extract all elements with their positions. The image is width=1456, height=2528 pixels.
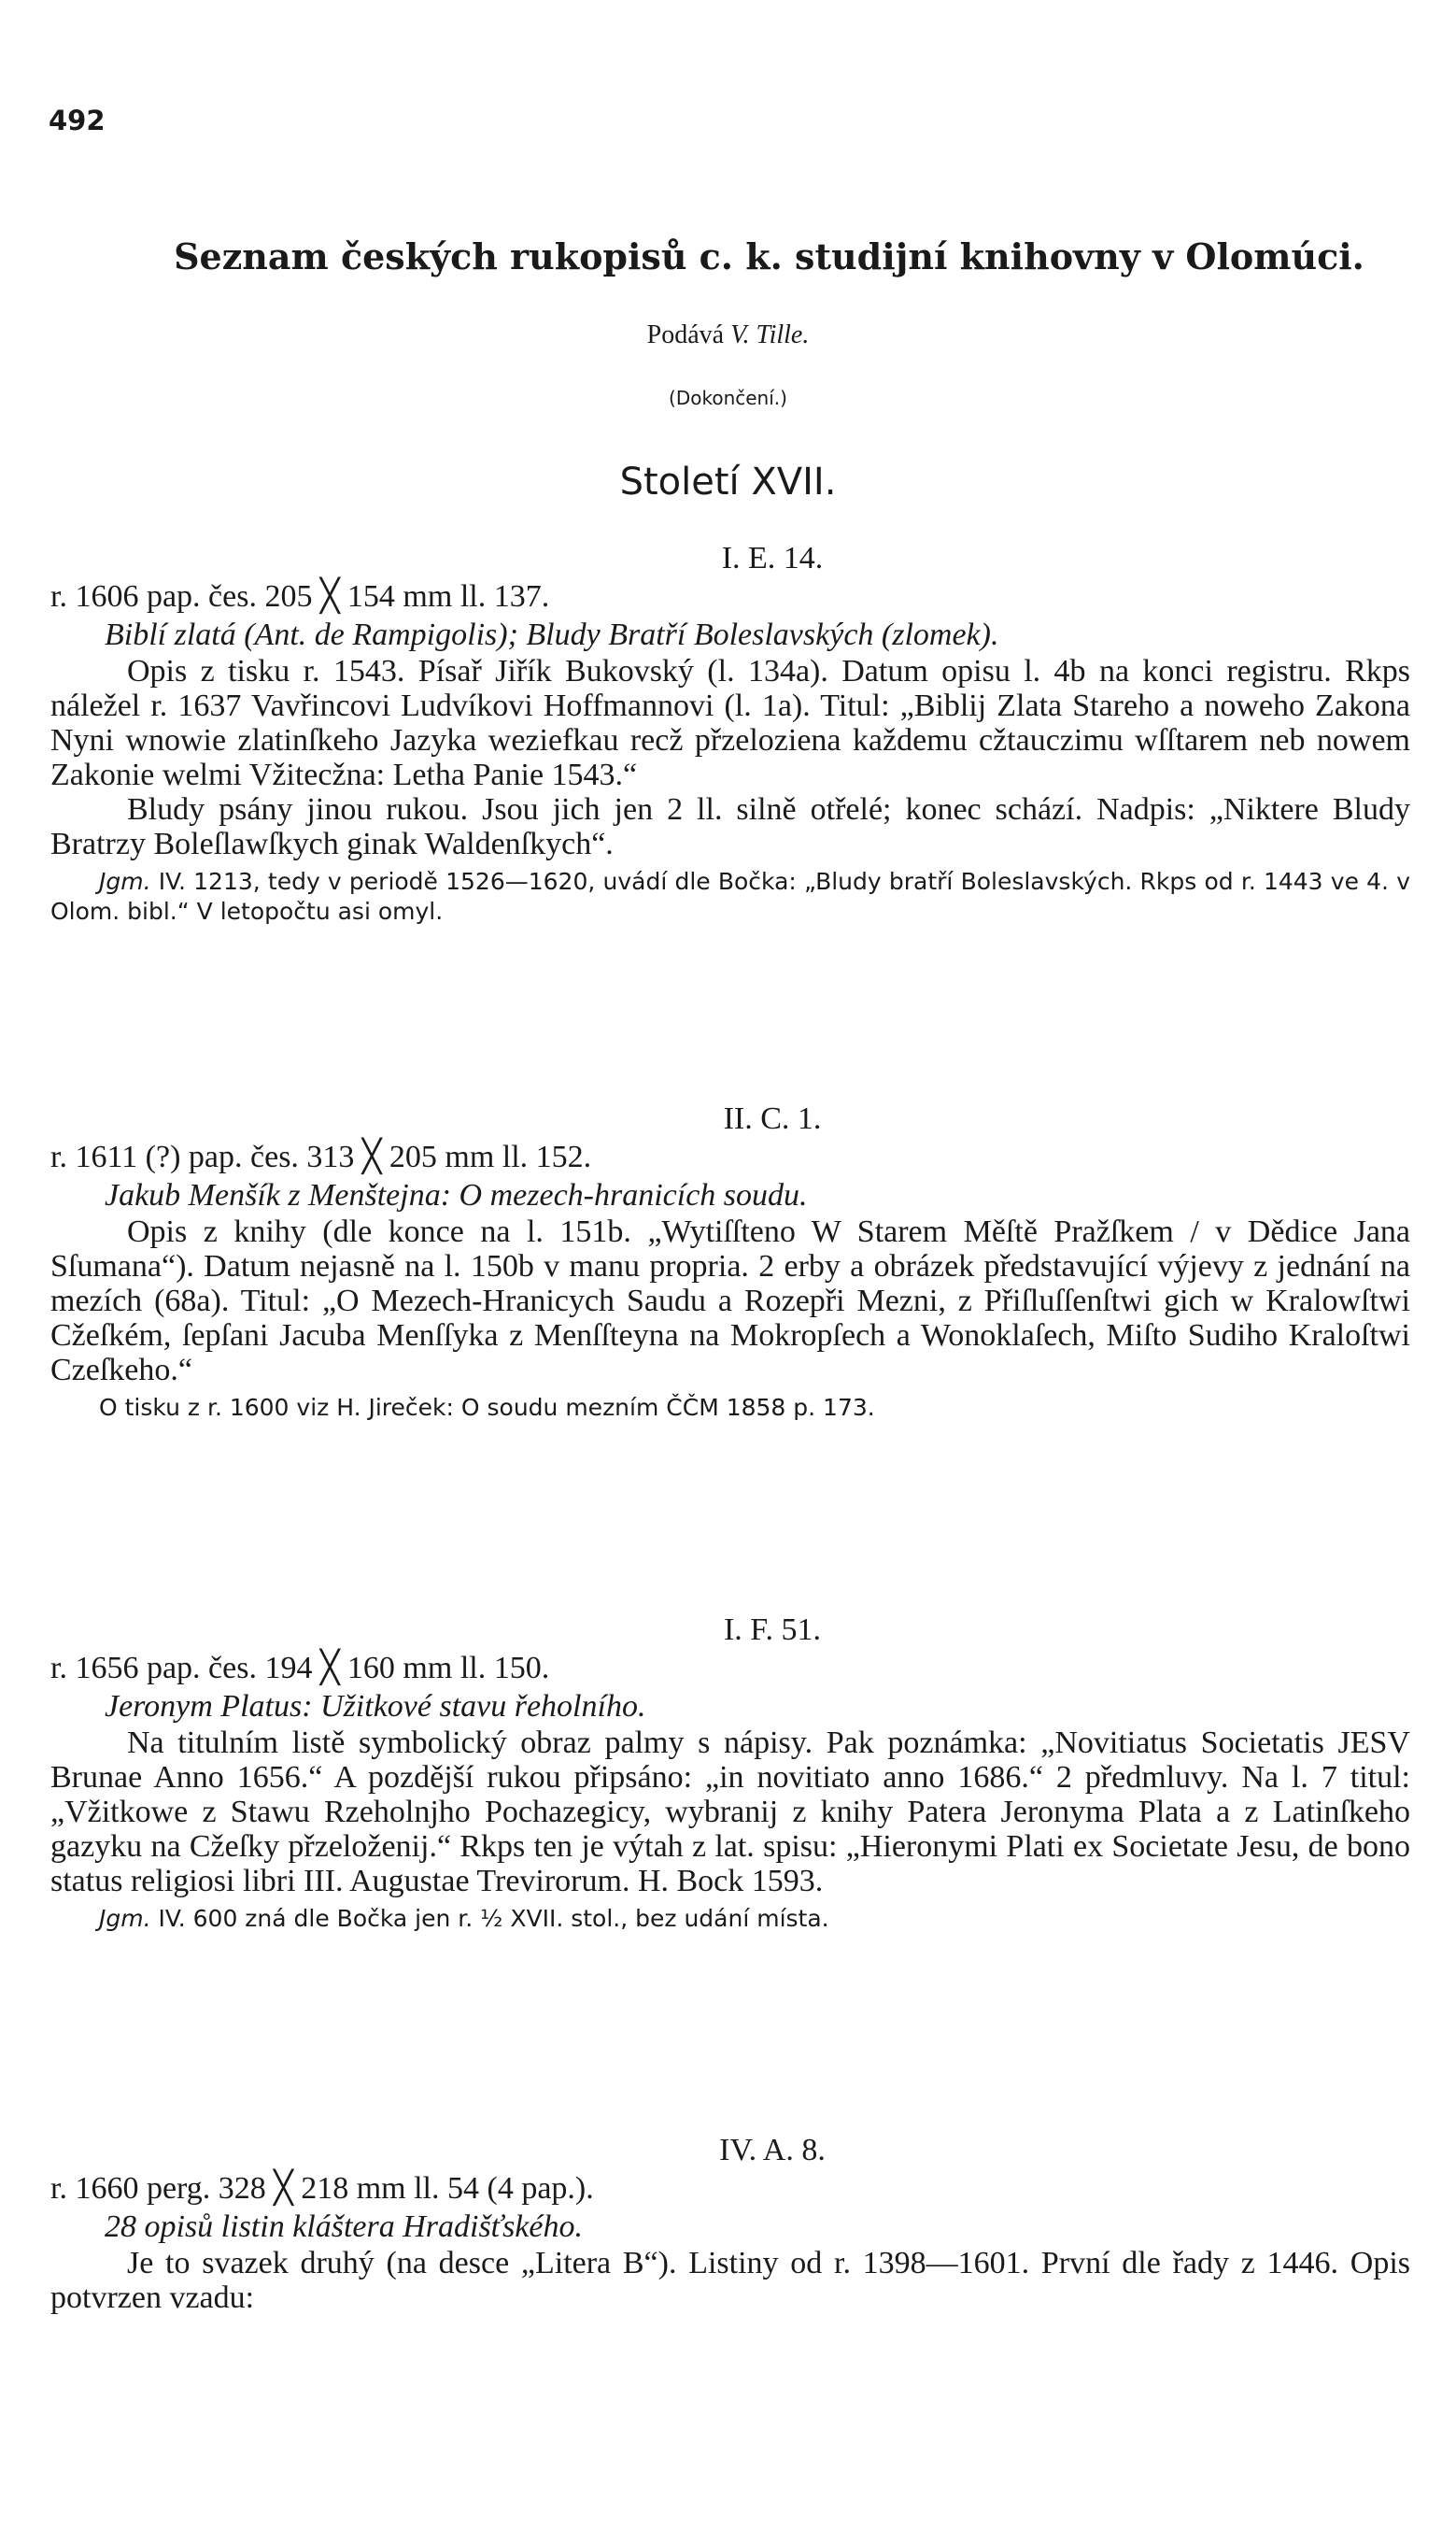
entry-headline: Jeronym Platus: Užitkové stavu řeholního.: [105, 1688, 646, 1724]
entry-headline: Jakub Menšík z Menštejna: O mezech-hranicích soudu.: [105, 1177, 808, 1213]
manuscript-entry: [50, 2132, 1410, 2315]
entry-headline: 28 opisů listin kláštera Hradišťského.: [105, 2208, 583, 2244]
page-number: 492: [49, 105, 106, 136]
entry-paragraph: Opis z knihy (dle konce na l. 151b. „Wytiſſteno W Starem Měſtě Pražſkem / v Dědice Jana Sſumana“). Datum nejasně na l. 150b v manu propria. 2 erby a obrázek představující výjevy z jednání na mezích (68a). Titul: „O Mezech-Hranicych Saudu a Rozepři Mezni, z Přiſluſſenſtwi gich w Kralowſtwi Cžeſkém, ſepſani Jacuba Menſſyka z Menſſteyna na Mokropſech a Wonoklaſech, Miſto Sudiho Kraloſtwi Czeſkeho.“: [50, 1214, 1410, 1388]
byline-prefix: Podává: [646, 320, 731, 349]
manuscript-entry: [50, 540, 1410, 927]
footnote-reference: Jgm.: [99, 868, 151, 896]
continuation-note: (Dokončení.): [669, 387, 787, 409]
entry-headline: Biblí zlatá (Ant. de Rampigolis); Bludy Bratří Boleslavských (zlomek).: [105, 617, 999, 652]
footnote-reference: Jgm.: [99, 1905, 151, 1933]
document-title: Seznam českých rukopisů c. k. studijní knihovny v Olomúci.: [174, 235, 1364, 277]
entry-signature: II. C. 1.: [723, 1101, 822, 1136]
entry-signature: I. F. 51.: [723, 1612, 821, 1647]
entry-description: r. 1656 pap. čes. 194 ╳ 160 mm ll. 150.: [50, 1650, 550, 1685]
entry-description: r. 1660 perg. 328 ╳ 218 mm ll. 54 (4 pap.).: [50, 2170, 594, 2206]
entry-paragraph: Opis z tisku r. 1543. Písař Jiřík Bukovský (l. 134a). Datum opisu l. 4b na konci registru. Rkps náležel r. 1637 Vavřincovi Ludvíkovi Hoffmannovi (l. 1a). Titul: „Biblij Zlata Stareho a noweho Zakona Nyni wnowie zlatinſkeho Jazyka weziefkau recž přzeloziena každemu cžtauczimu wſſtarem neb nowem Zakonie welmi Vžitecžna: Letha Panie 1543.“: [50, 654, 1410, 793]
footnote-text: IV. 1213, tedy v periodě 1526—1620, uvádí dle Bočka: „Bludy bratří Boleslavských. Rkps od r. 1443 ve 4. v Olom. bibl.“ V letopočtu asi omyl.: [50, 868, 1410, 926]
byline-author: V. Tille.: [730, 320, 810, 349]
entry-footnote: [50, 867, 1410, 927]
footnote-text: IV. 600 zná dle Bočka jen r. ½ XVII. stol., bez udání místa.: [150, 1905, 829, 1933]
entry-signature: I. E. 14.: [721, 541, 824, 575]
entry-paragraph: Na titulním listě symbolický obraz palmy s nápisy. Pak poznámka: „Novitiatus Societatis JESV Brunae Anno 1656.“ A pozdější rukou připsáno: „in novitiato anno 1686.“ 2 předmluvy. Na l. 7 titul: „Vžitkowe z Stawu Rzeholnjho Pochazegicy, wybranij z knihy Patera Jeronyma Plata a z Latinſkeho gazyku na Cžeſky přzeloženij.“ Rkps ten je výtah z lat. spisu: „Hieronymi Plati ex Societate Jesu, de bono status religiosi libri III. Augustae Trevirorum. H. Bock 1593.: [50, 1726, 1410, 1899]
entry-paragraph: Bludy psány jinou rukou. Jsou jich jen 2 ll. silně otřelé; konec schází. Nadpis: „Niktere Bludy Bratrzy Boleſlawſkych ginak Waldenſkych“.: [50, 792, 1410, 862]
entry-signature: IV. A. 8.: [719, 2133, 826, 2167]
byline: [0, 320, 1456, 350]
manuscript-entry: [50, 1101, 1410, 1423]
footnote-text: O tisku z r. 1600 viz H. Jireček: O soudu mezním ČČM 1858 p. 173.: [99, 1394, 875, 1422]
entry-footnote: [50, 1393, 1410, 1423]
entry-description: r. 1611 (?) pap. čes. 313 ╳ 205 mm ll. 152.: [50, 1139, 592, 1174]
century-heading: Století XVII.: [619, 461, 837, 504]
entry-paragraph: Je to svazek druhý (na desce „Litera B“). Listiny od r. 1398—1601. První dle řady z 1446. Opis potvrzen vzadu:: [50, 2246, 1410, 2316]
entry-description: r. 1606 pap. čes. 205 ╳ 154 mm ll. 137.: [50, 578, 550, 614]
entry-footnote: [50, 1904, 1410, 1934]
manuscript-entry: [50, 1612, 1410, 1934]
